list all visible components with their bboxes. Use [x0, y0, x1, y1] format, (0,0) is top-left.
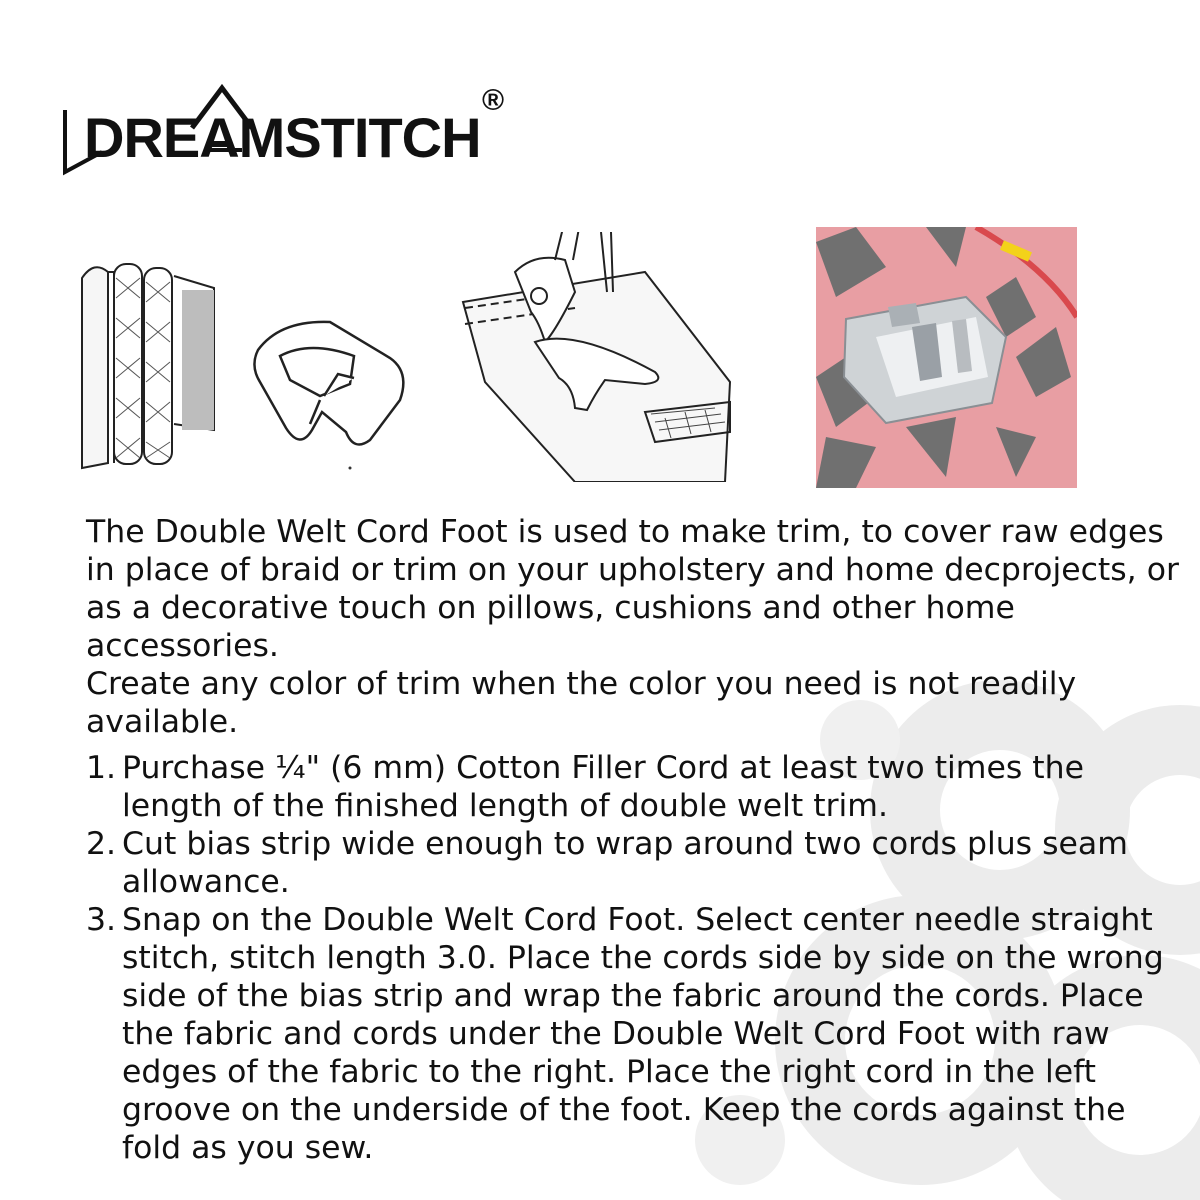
step-number: 2. [86, 826, 117, 862]
intro-paragraph: Create any color of trim when the color you need is not readily available. [86, 666, 1077, 740]
list-item [86, 749, 1191, 825]
brand-name: DREAMSTITCH [84, 106, 481, 169]
list-item [86, 825, 1191, 901]
step-text: Purchase ¼" (6 mm) Cotton Filler Cord at least two times the length of the finished length of double welt trim. [122, 750, 1084, 824]
presser-foot-icon [250, 300, 416, 470]
double-welt-trim-icon [74, 258, 224, 470]
list-item [86, 901, 1191, 1167]
step-text: Snap on the Double Welt Cord Foot. Select center needle straight stitch, stitch length 3.0. Place the cords side by side on the wrong side of the bias strip and wrap the fabric around the cords. Place the fabric and cords under the Double Welt Cord Foot with raw edges of the fabric to the right. Place the right cord in the left groove on the underside of the foot. Keep the cords against the fold as you sew. [122, 902, 1164, 1166]
brand-logo [62, 80, 532, 180]
step-number: 3. [86, 902, 117, 938]
presser-foot-on-fabric-photo [816, 227, 1077, 488]
intro-paragraph: The Double Welt Cord Foot is used to make trim, to cover raw edges in place of braid or trim on your upholstery and home decprojects, or as a decorative touch on pillows, cushions and other home accessories. [86, 514, 1179, 664]
registered-mark: ® [482, 84, 505, 117]
instructions [86, 513, 1191, 1167]
steps-list [86, 749, 1191, 1167]
step-number: 1. [86, 750, 117, 786]
sewing-machine-foot-icon [455, 232, 740, 482]
step-text: Cut bias strip wide enough to wrap around two cords plus seam allowance. [122, 826, 1128, 900]
